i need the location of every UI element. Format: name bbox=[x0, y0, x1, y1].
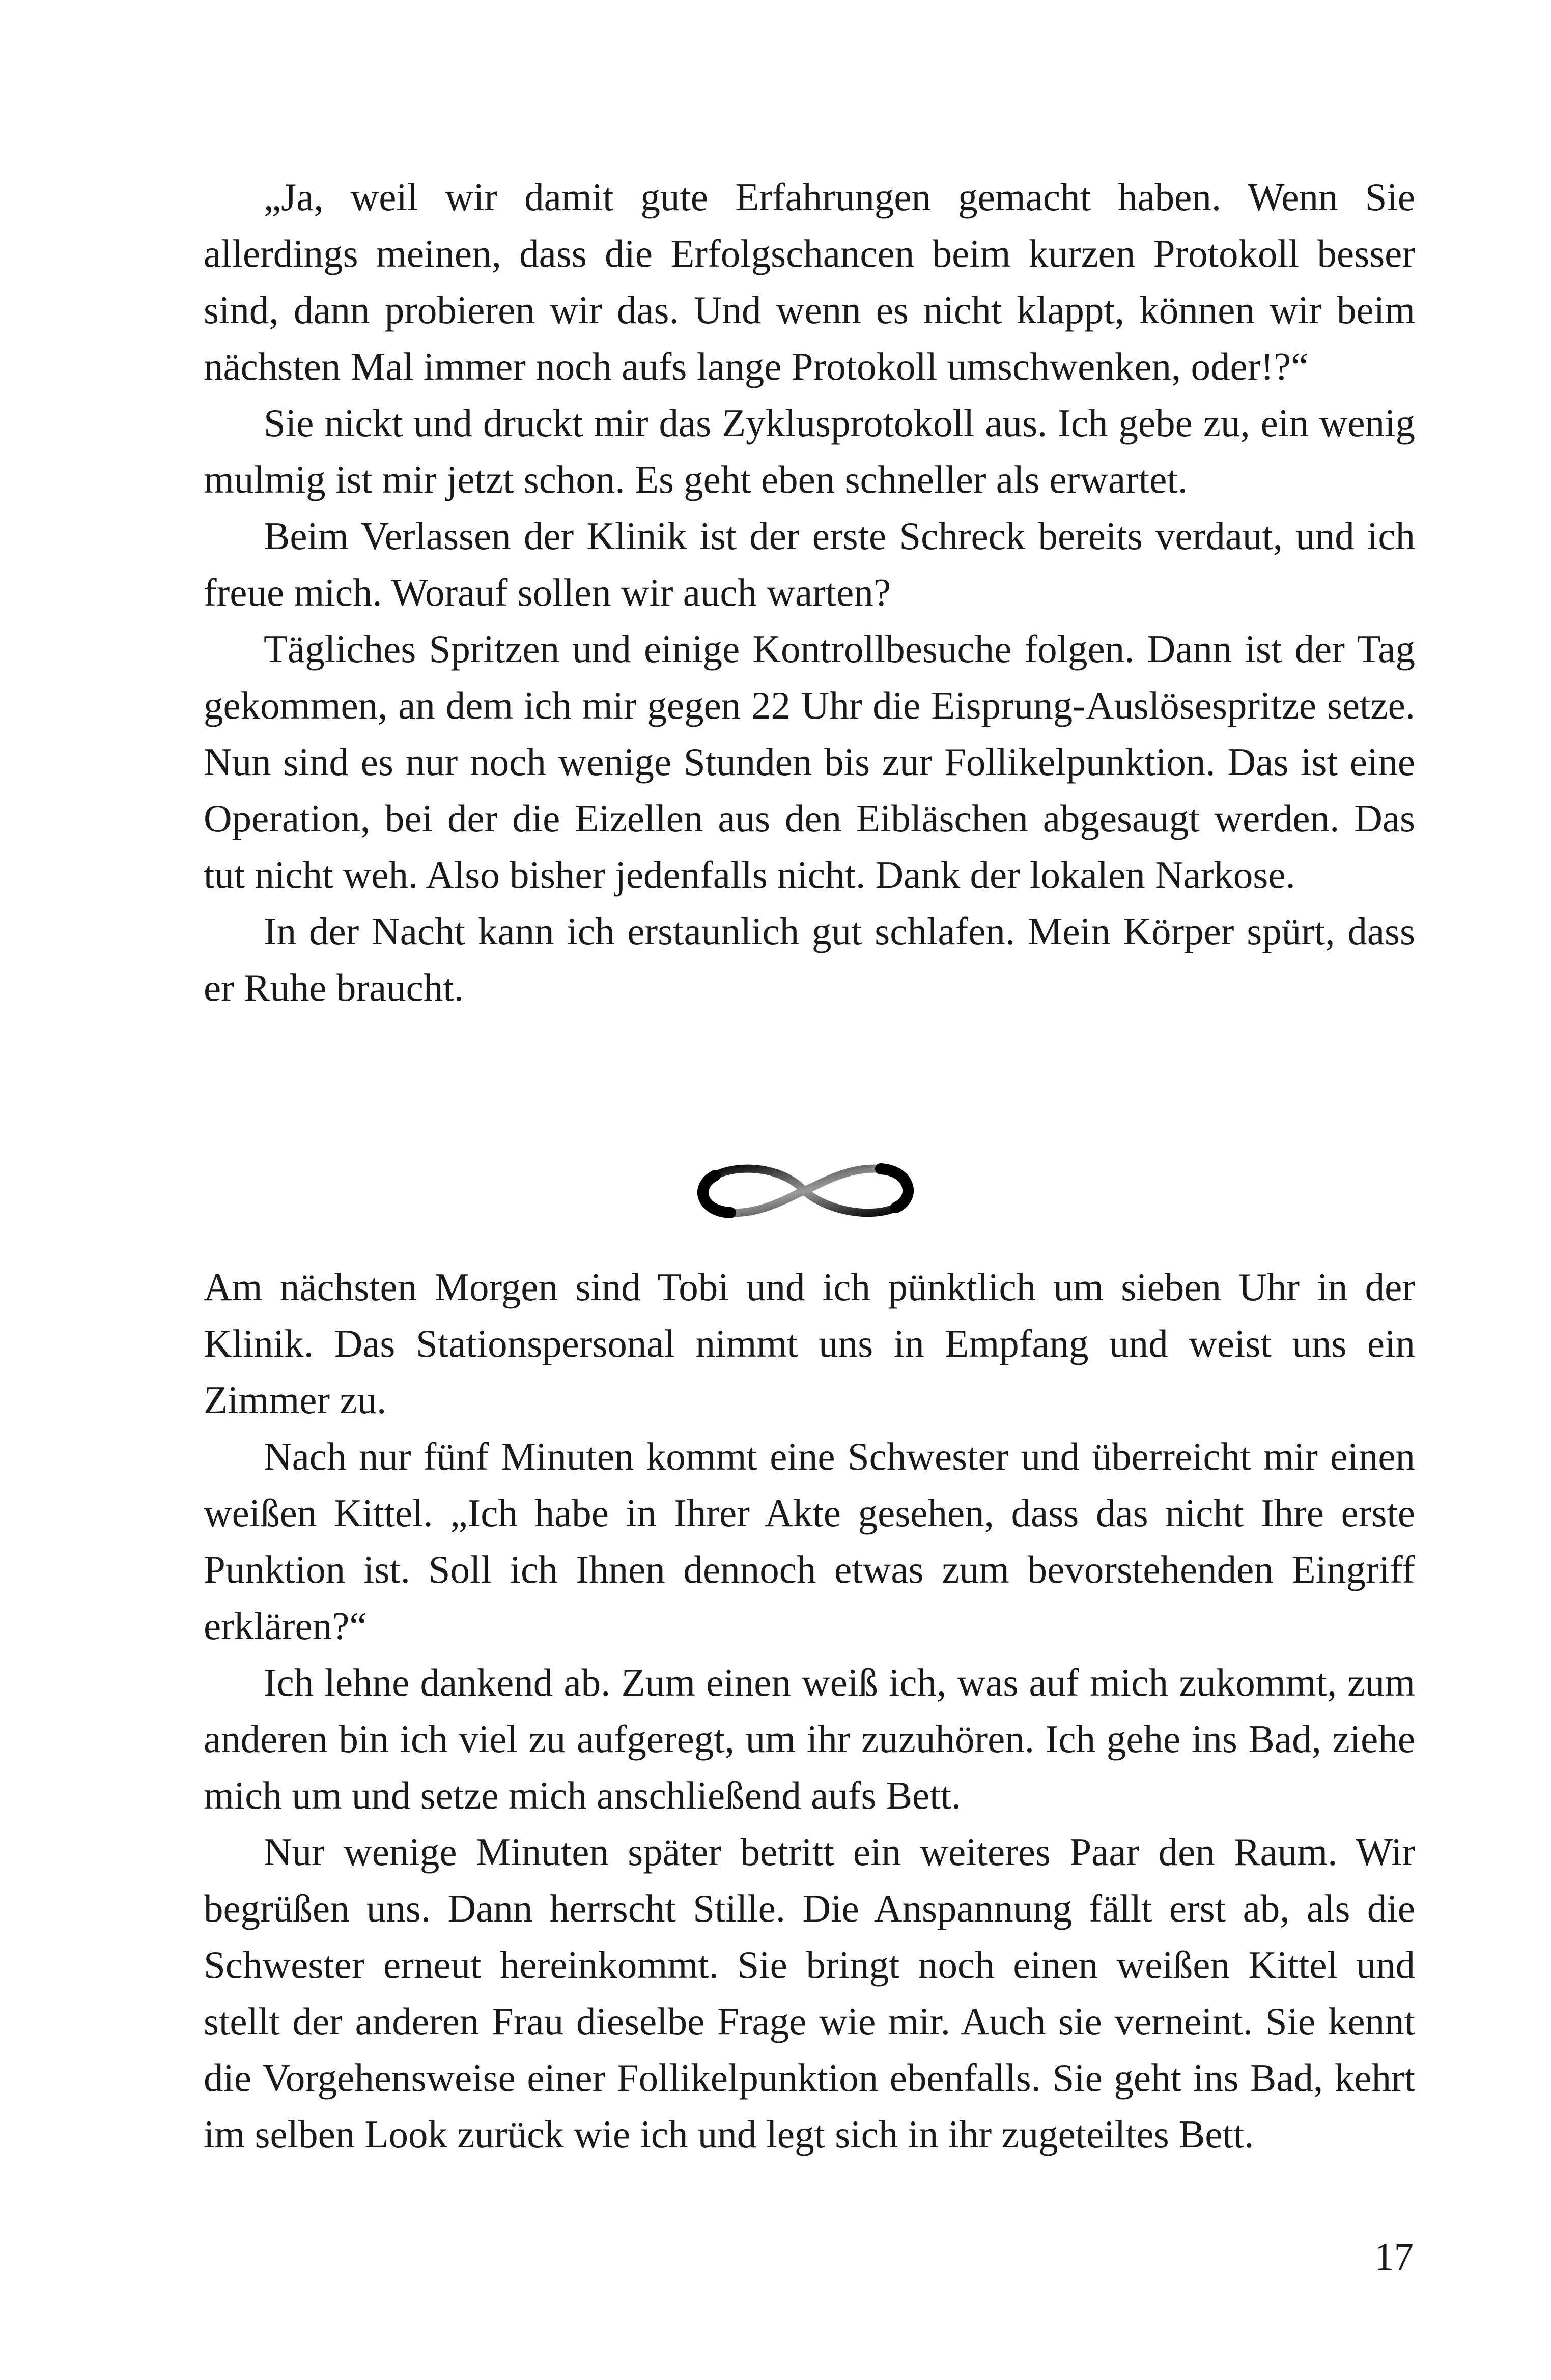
text-section-1 bbox=[204, 169, 1415, 1016]
paragraph: Ich lehne dankend ab. Zum einen weiß ich, was auf mich zukommt, zum anderen bin ich viel zu aufgeregt, um ihr zuzuhören. Ich gehe ins Bad, ziehe mich um und setze mich anschließend aufs Bett. bbox=[204, 1660, 1415, 1817]
paragraph: Nach nur fünf Minuten kommt eine Schwester und überreicht mir einen weißen Kittel. „Ich habe in Ihrer Akte gesehen, dass das nicht Ihre erste Punktion ist. Soll ich Ihnen dennoch etwas zum bevorstehenden Eingriff erklären?“ bbox=[204, 1435, 1415, 1648]
text-section-2 bbox=[204, 1259, 1415, 2163]
infinity-icon bbox=[685, 1148, 924, 1234]
paragraph: Beim Verlassen der Klinik ist der erste Schreck bereits verdaut, und ich freue mich. Worauf sollen wir auch warten? bbox=[204, 514, 1415, 614]
paragraph: Tägliches Spritzen und einige Kontrollbesuche folgen. Dann ist der Tag gekommen, an dem ich mir gegen 22 Uhr die Eisprung-Auslösespritze setze. Nun sind es nur noch wenige Stunden bis zur Follikelpunktion. Das ist eine Operation, bei der die Eizellen aus den Eibläschen abgesaugt werden. Das tut nicht weh. Also bisher jedenfalls nicht. Dank der lokalen Narkose. bbox=[204, 627, 1415, 897]
paragraph: In der Nacht kann ich erstaunlich gut schlafen. Mein Körper spürt, dass er Ruhe braucht. bbox=[204, 909, 1415, 1010]
page-number: 17 bbox=[1374, 2234, 1414, 2278]
paragraph: „Ja, weil wir damit gute Erfahrungen gemacht haben. Wenn Sie allerdings meinen, dass die Erfolgschancen beim kurzen Protokoll besser sind, dann probieren wir das. Und wenn es nicht klappt, können wir beim nächsten Mal immer noch aufs lange Protokoll umschwenken, oder!?“ bbox=[204, 175, 1415, 388]
paragraph: Nur wenige Minuten später betritt ein weiteres Paar den Raum. Wir begrüßen uns. Dann herrscht Stille. Die Anspannung fällt erst ab, als die Schwester erneut hereinkommt. Sie bringt noch einen weißen Kittel und stellt der anderen Frau dieselbe Frage wie mir. Auch sie verneint. Sie kennt die Vorgehensweise einer Follikelpunktion ebenfalls. Sie geht ins Bad, kehrt im selben Look zurück wie ich und legt sich in ihr zugeteiltes Bett. bbox=[204, 1830, 1415, 2156]
paragraph: Sie nickt und druckt mir das Zyklusprotokoll aus. Ich gebe zu, ein wenig mulmig ist mir jetzt schon. Es geht eben schneller als erwartet. bbox=[204, 401, 1415, 501]
paragraph: Am nächsten Morgen sind Tobi und ich pünktlich um sieben Uhr in der Klinik. Das Stationspersonal nimmt uns in Empfang und weist uns ein Zimmer zu. bbox=[204, 1265, 1415, 1422]
